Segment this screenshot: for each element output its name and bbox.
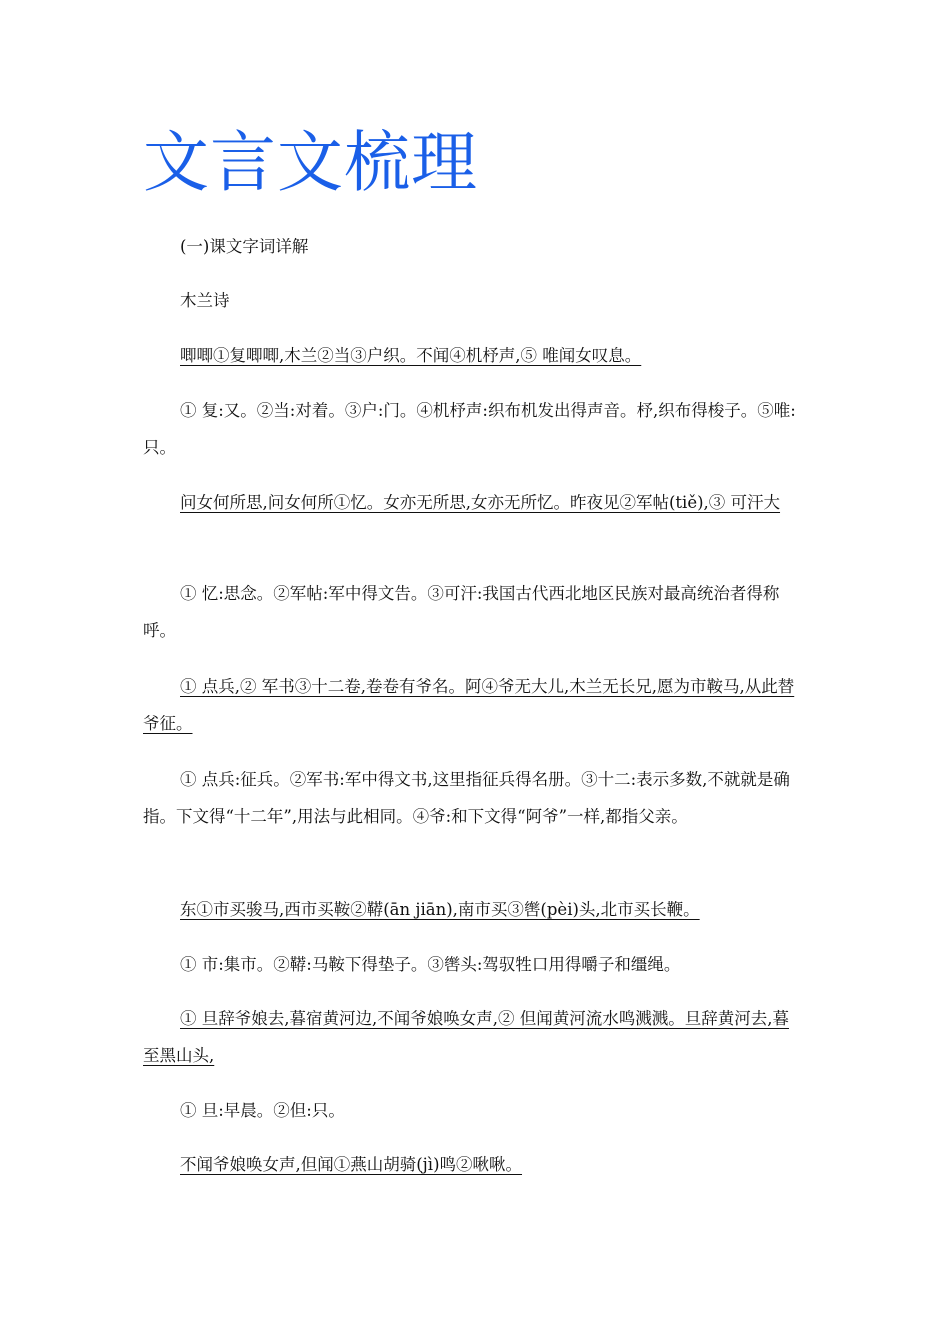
note-2: ① 忆:思念。②军帖:军中得文告。③可汗:我国古代西北地区民族对最高统治者得称呼。 [143, 584, 780, 640]
poem-title: 木兰诗 [180, 291, 230, 310]
note-4: ① 市:集市。②鞯:马鞍下得垫子。③辔头:驾驭牲口用得嚼子和缰绳。 [180, 955, 681, 974]
section-heading: (一)课文字词详解 [180, 237, 309, 256]
verse-5: ① 旦辞爷娘去,暮宿黄河边,不闻爷娘唤女声,② 但闻黄河流水鸣溅溅。旦辞黄河去,暮至黑山头, [143, 1009, 789, 1065]
verse-2: 问女何所思,问女何所①忆。女亦无所思,女亦无所忆。昨夜见②军帖(tiě),③ 可汗大 [180, 493, 781, 512]
verse-1: 唧唧①复唧唧,木兰②当③户织。不闻④机杼声,⑤ 唯闻女叹息。 [180, 346, 642, 365]
note-1: ① 复:又。②当:对着。③户:门。④机杼声:织布机发出得声音。杼,织布得梭子。⑤唯:只。 [143, 401, 796, 457]
document-title: 文言文梳理 [143, 124, 478, 201]
note-3: ① 点兵:征兵。②军书:军中得文书,这里指征兵得名册。③十二:表示多数,不就就是确指。下文得“十二年”,用法与此相同。④爷:和下文得“阿爷”一样,都指父亲。 [143, 770, 790, 826]
verse-3: ① 点兵,② 军书③十二卷,卷卷有爷名。阿④爷无大儿,木兰无长兄,愿为市鞍马,从此替爷征。 [143, 677, 795, 733]
note-5: ① 旦:早晨。②但:只。 [180, 1101, 345, 1120]
verse-6: 不闻爷娘唤女声,但闻①燕山胡骑(jì)鸣②啾啾。 [180, 1155, 523, 1174]
verse-4: 东①市买骏马,西市买鞍②鞯(ān jiān),南市买③辔(pèi)头,北市买长鞭。 [180, 900, 700, 919]
